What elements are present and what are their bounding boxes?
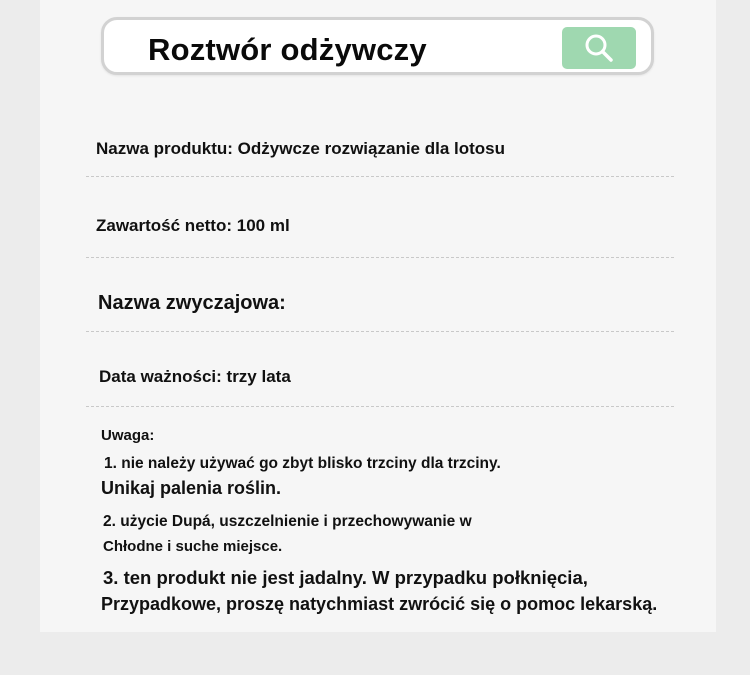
divider [86, 257, 674, 258]
note-item-2-line-2: Chłodne i suche miejsce. [103, 538, 283, 555]
search-bar[interactable] [101, 17, 654, 75]
common-name-field: Nazwa zwyczajowa: [98, 292, 286, 314]
note-item-3-line-1: 3. ten produkt nie jest jadalny. W przypadku połknięcia, [103, 567, 588, 588]
expiry-field: Data ważności: trzy lata [99, 367, 291, 386]
search-button[interactable] [562, 27, 636, 69]
note-item-2-line-1: 2. użycie Dupá, uszczelnienie i przechowywanie w [103, 513, 472, 530]
product-name-field: Nazwa produktu: Odżywcze rozwiązanie dla lotosu [96, 139, 506, 158]
notes-heading: Uwaga: [101, 427, 155, 444]
search-icon [583, 32, 615, 64]
search-query-text: Roztwór odżywczy [148, 32, 427, 67]
divider [86, 331, 674, 332]
net-content-field: Zawartość netto: 100 ml [96, 216, 290, 235]
note-item-1-line-2: Unikaj palenia roślin. [101, 478, 282, 498]
note-item-3-line-2: Przypadkowe, proszę natychmiast zwrócić się o pomoc lekarską. [101, 594, 658, 614]
divider [86, 406, 674, 407]
divider [86, 176, 674, 177]
note-item-1-line-1: 1. nie należy używać go zbyt blisko trzciny dla trzciny. [104, 455, 501, 472]
